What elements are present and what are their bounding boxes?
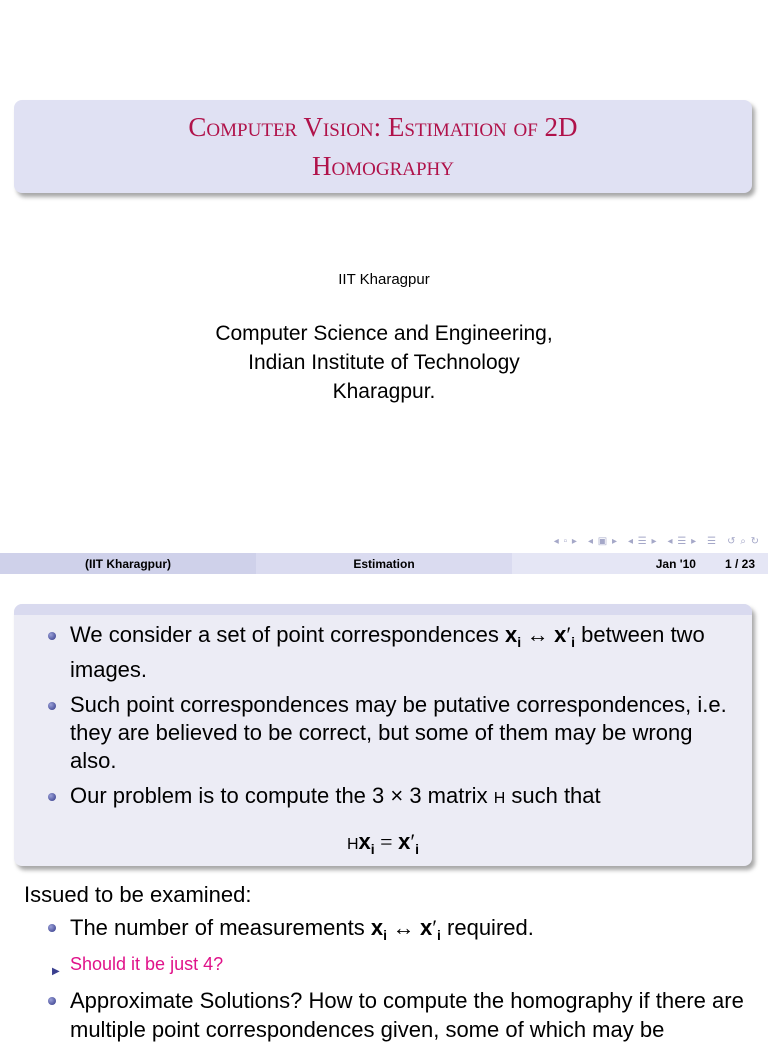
triangle-bullet-icon: ▶ — [52, 966, 60, 977]
bullet-icon — [48, 702, 56, 710]
equation: $Hx_i = x'_i$ — [346, 829, 420, 857]
nav-section-icon[interactable]: ◂ ☰ ▸ — [627, 535, 658, 547]
nav-appendix-icon[interactable]: ☰ — [707, 535, 718, 547]
nav-presentation-icon[interactable]: ◂ ☰ ▸ — [667, 535, 698, 547]
bullet-item: We consider a set of point correspondences $x_i$ ↔ $x'_i$ between two images. — [44, 621, 744, 684]
bullet-icon — [48, 793, 56, 801]
issue-item: Approximate Solutions? How to compute the homography if there are multiple point correspondences given, some of which may be — [44, 986, 764, 1044]
issue-item: The number of measurements $x_i$ ↔ $x'_i$ required. — [44, 913, 764, 950]
bullet-icon — [48, 632, 56, 640]
bullet-icon — [48, 924, 56, 932]
footer-title: Estimation — [256, 553, 512, 574]
issue-subitem: ▶ Should it be just 4? — [44, 950, 764, 978]
nav-frame-icon[interactable]: ◂ ▫ ▸ — [553, 535, 578, 547]
author: IIT Kharagpur — [338, 271, 430, 288]
institute — [0, 319, 768, 406]
footer-page: 1 / 23 — [724, 556, 755, 571]
title-line-2: Homography — [312, 150, 454, 181]
footer-date: Jan '10 — [655, 556, 696, 571]
institute-line: Kharagpur. — [332, 380, 436, 403]
footer-bar — [0, 553, 768, 574]
content-block — [14, 604, 752, 866]
bullet-item: Such point correspondences may be putative correspondences, i.e. they are believed to be correct, but some of them may be wrong also. — [44, 691, 744, 775]
nav-subsection-icon[interactable]: ◂ ▣ ▸ — [587, 535, 618, 547]
institute-line: Indian Institute of Technology — [248, 351, 520, 374]
issues-heading: Issued to be examined: — [24, 882, 252, 907]
institute-line: Computer Science and Engineering, — [215, 322, 553, 345]
title-box — [14, 100, 752, 193]
bullet-list — [44, 621, 744, 820]
bullet-item: Our problem is to compute the 3 × 3 matrix H such that — [44, 782, 744, 813]
nav-search-icon[interactable]: ↺ ⌕ ↻ — [727, 535, 760, 547]
bullet-icon — [48, 997, 56, 1005]
issues-list — [44, 913, 764, 1044]
title-line-1: Computer Vision: Estimation of 2D — [188, 111, 578, 142]
footer-author: (IIT Kharagpur) — [0, 553, 256, 574]
navigation-bar — [554, 534, 760, 548]
footer-date-page — [512, 553, 768, 574]
